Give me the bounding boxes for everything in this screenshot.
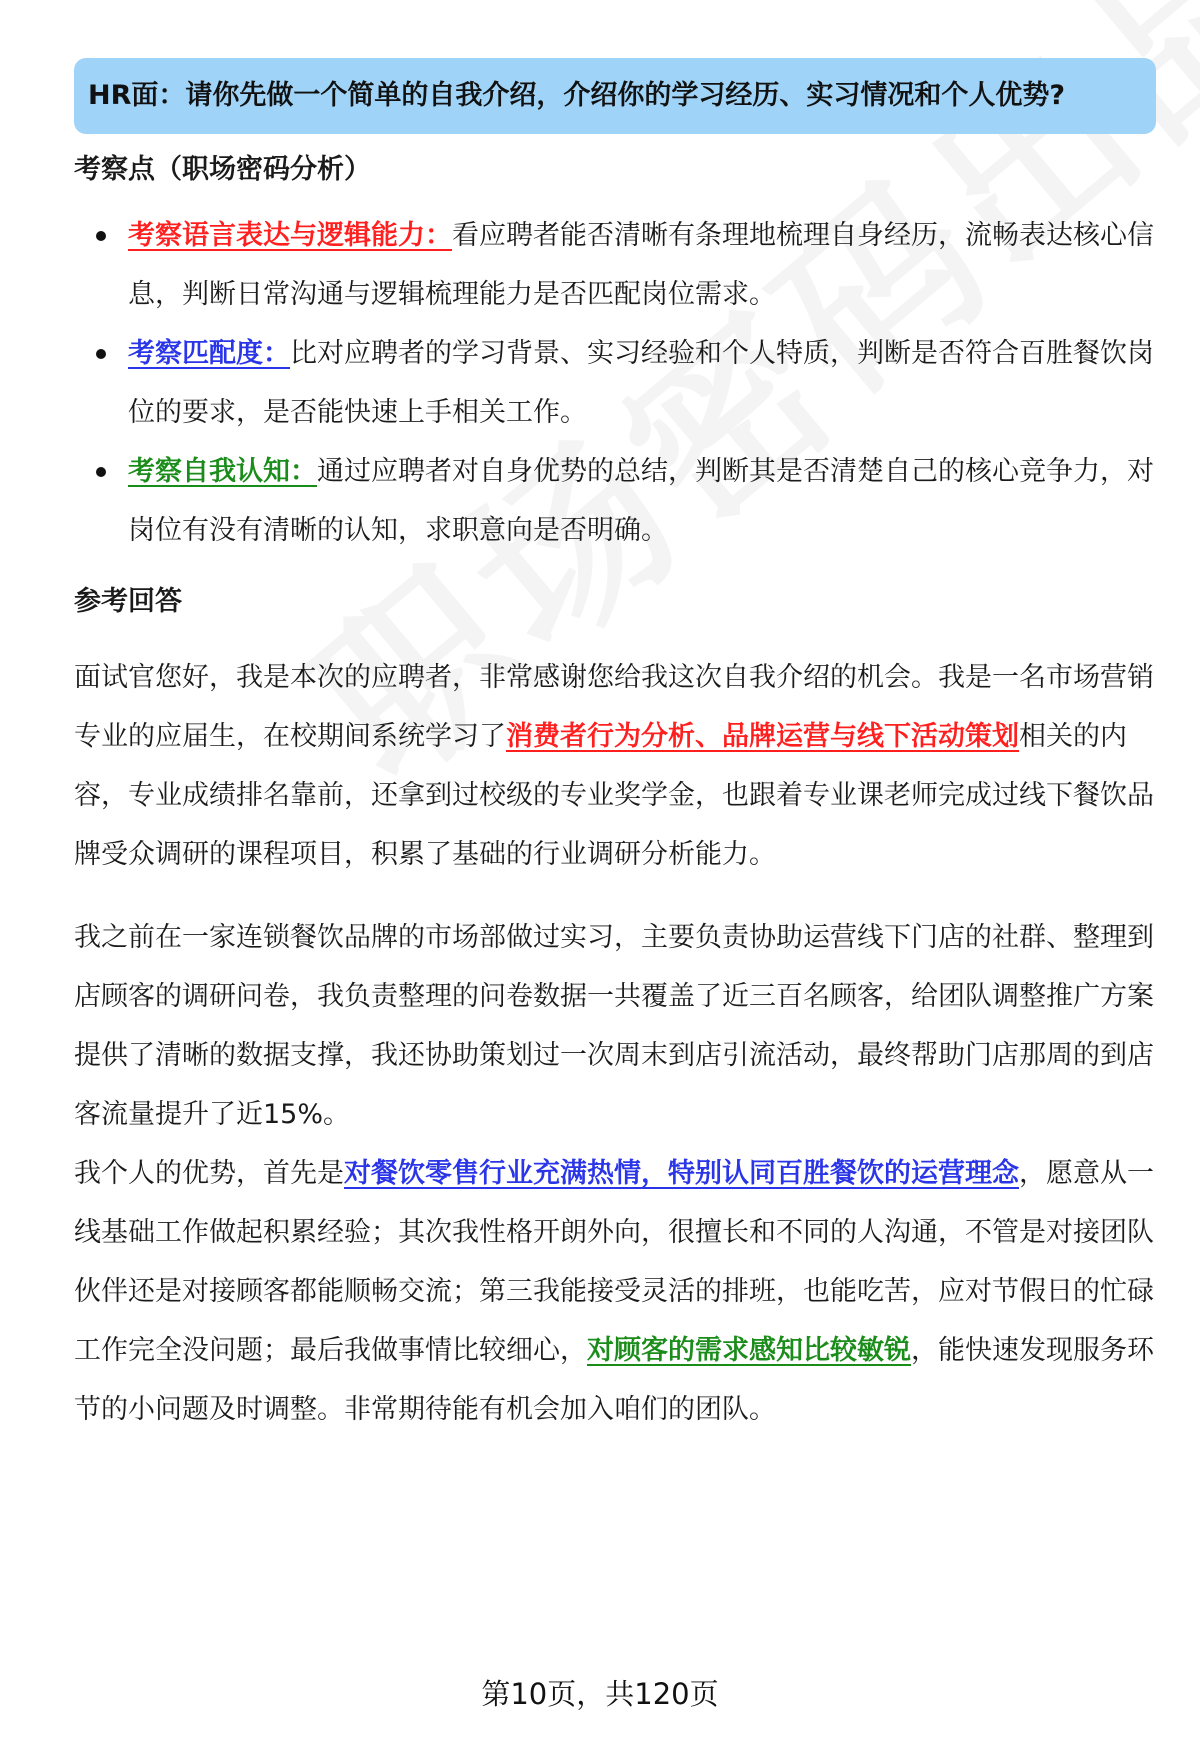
answer-text: 相关的内容，专业成绩排名靠前，还拿到过校级的专业奖学金，也跟着专业课老师完成过线下餐饮品牌受众调研的课程项目，积累了基础的行业调研分析能力。 — [74, 721, 1154, 870]
bullet-icon — [96, 349, 106, 359]
answer-text: ，能快速发现服务环节的小问题及时调整。非常期待能有机会加入咱们的团队。 — [74, 1335, 1154, 1425]
point-item-match — [74, 324, 1156, 442]
answer-text: 面试官您好，我是本次的应聘者，非常感谢您给我这次自我介绍的机会。我是一名市场营销专业的应届生，在校期间系统学习了 — [74, 662, 1154, 752]
answer-paragraph-1 — [74, 648, 1156, 884]
points-list — [74, 206, 1156, 560]
page-footer: 第10页，共120页 — [481, 1677, 719, 1711]
answer-highlight: 消费者行为分析、品牌运营与线下活动策划 — [506, 721, 1019, 752]
point-text: 通过应聘者对自身优势的总结，判断其是否清楚自己的核心竞争力，对岗位有没有清晰的认知，求职意向是否明确。 — [128, 456, 1154, 546]
answer-highlight: 对餐饮零售行业充满热情，特别认同百胜餐饮的运营理念 — [344, 1158, 1019, 1189]
answer-title: 参考回答 — [74, 586, 182, 617]
question-box: HR面：请你先做一个简单的自我介绍，介绍你的学习经历、实习情况和个人优势? — [74, 58, 1156, 134]
point-keyword: 考察自我认知： — [128, 456, 317, 487]
point-item-self-awareness — [74, 442, 1156, 560]
answer-highlight: 对顾客的需求感知比较敏锐 — [587, 1335, 911, 1366]
bullet-icon — [96, 231, 106, 241]
point-keyword: 考察匹配度： — [128, 338, 290, 369]
document-page — [74, 58, 1156, 1439]
point-keyword: 考察语言表达与逻辑能力： — [128, 220, 452, 251]
section-title: 考察点（职场密码分析） — [74, 154, 371, 185]
point-item-language — [74, 206, 1156, 324]
point-text: 比对应聘者的学习背景、实习经验和个人特质，判断是否符合百胜餐饮岗位的要求，是否能快速上手相关工作。 — [128, 338, 1154, 428]
bullet-icon — [96, 467, 106, 477]
answer-paragraph-2: 我之前在一家连锁餐饮品牌的市场部做过实习，主要负责协助运营线下门店的社群、整理到店顾客的调研问卷，我负责整理的问卷数据一共覆盖了近三百名顾客，给团队调整推广方案提供了清晰的数据支撑，我还协助策划过一次周末到店引流活动，最终帮助门店那周的到店客流量提升了近15%。 — [74, 922, 1154, 1130]
answer-paragraph-3 — [74, 1144, 1156, 1439]
point-text: 看应聘者能否清晰有条理地梳理自身经历，流畅表达核心信息，判断日常沟通与逻辑梳理能力是否匹配岗位需求。 — [128, 220, 1154, 310]
answer-text: 我个人的优势，首先是 — [74, 1158, 344, 1189]
answer-text: ，愿意从一线基础工作做起积累经验；其次我性格开朗外向，很擅长和不同的人沟通，不管是对接团队伙伴还是对接顾客都能顺畅交流；第三我能接受灵活的排班，也能吃苦，应对节假日的忙碌工作完全没问题；最后我做事情比较细心， — [74, 1158, 1154, 1366]
